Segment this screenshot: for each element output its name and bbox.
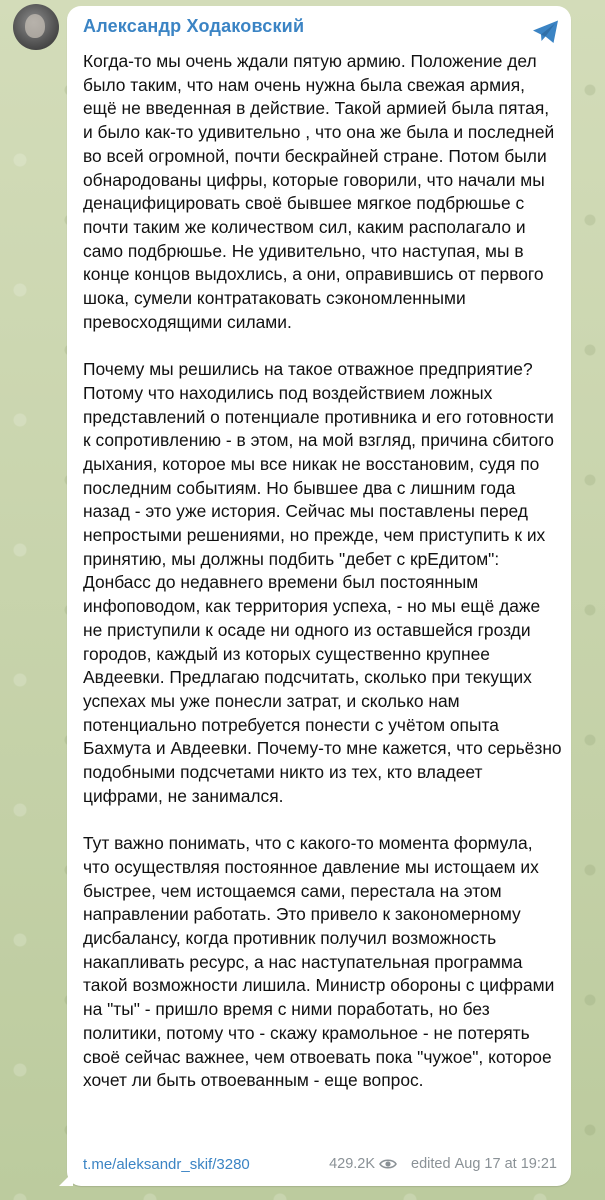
channel-name[interactable]: Александр Ходаковский: [83, 16, 305, 36]
message-footer: [83, 1154, 557, 1176]
edited-label: edited: [411, 1156, 451, 1172]
view-count: 429.2K: [329, 1156, 376, 1172]
eye-icon: [379, 1158, 397, 1170]
message-meta: [329, 1156, 557, 1172]
post-link[interactable]: t.me/aleksandr_skif/3280: [83, 1156, 250, 1173]
message-timestamp: Aug 17 at 19:21: [454, 1156, 557, 1172]
post-paragraph: Почему мы решились на такое отважное предприятие? Потому что находились под воздействием ложных представлений о потенциале противника и его готовности к сопротивлению - в этом, на мой взгляд, причина сбитого дыхания, которое мы все никак не восстановим, судя по последним событиям. Но бывшее два с лишним года назад - это уже история. Сейчас мы поставлены перед непростыми решениями, но прежде, чем приступить к их принятию, мы должны подбить "дебет с крЕдитом": Донбасс до недавнего времени был постоянным инфоповодом, как территория успеха, - но мы ещё даже не приступили к осаде ни одного из оставшейся грозди городов, каждый из которых существенно крупнее Авдеевки. Предлагаю подсчитать, сколько при текущих успехах мы уже понесли затрат, и сколько нам потенциально потребуется понести с учётом опыта Бахмута и Авдеевки. Почему-то мне кажется, что серьёзно подобными подсчетами никто из тех, кто владеет цифрами, не занимался.: [83, 359, 562, 806]
post-paragraph: Тут важно понимать, что с какого-то момента формула, что осуществляя постоянное давление мы истощаем их быстрее, чем истощаемся сами, перестала на этом направлении работать. Это привело к закономерному дисбалансу, когда противник получил возможность накапливать ресурс, а нас наступательная программа такой возможности лишила. Министр обороны с цифрами на "ты" - пришло время с ними поработать, но без политики, потому что - скажу крамольное - не потерять своё сейчас важнее, чем отвоевать пока "чужое", которое хочет ли быть отвоеванным - еще вопрос.: [83, 833, 555, 1091]
telegram-share-icon[interactable]: [531, 18, 561, 46]
channel-avatar[interactable]: [13, 4, 59, 50]
post-text: [83, 50, 563, 1093]
post-paragraph: Когда-то мы очень ждали пятую армию. Положение дел было таким, что нам очень нужна была свежая армия, ещё не введенная в действие. Такой армией была пятая, и было как-то удивительно , что она же была и последней во всей огромной, почти бескрайней стране. Потом были обнародованы цифры, которые говорили, что начали мы денацифицировать своё бывшее мягкое подбрюшье с почти таким же количеством сил, каким располагало и само подбрюшье. Не удивительно, что наступая, мы в конце концов выдохлись, а они, оправившись от первого шока, сумели контратаковать сэкономленными превосходящими силами.: [83, 51, 555, 332]
message-bubble: [67, 6, 571, 1186]
